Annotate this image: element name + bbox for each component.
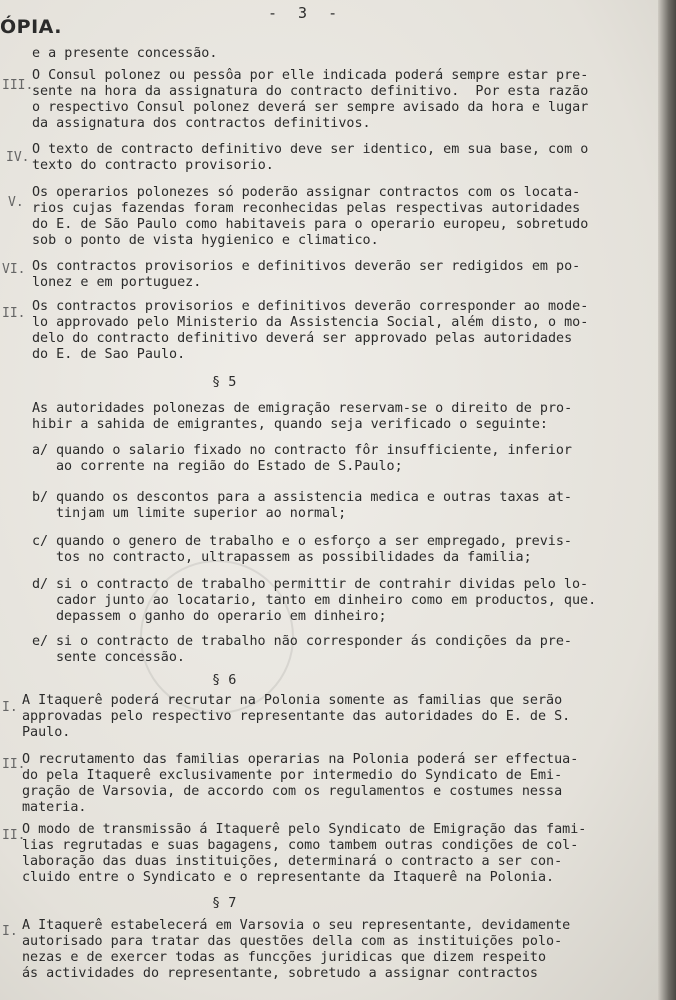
text-line: si o contracto de trabalho permittir de contrahir dividas pelo lo- [56, 577, 589, 592]
text-line: lo approvado pelo Ministerio da Assistencia Social, além disto, o mo- [32, 315, 589, 330]
text-line: rios cujas fazendas foram reconhecidas pelas respectivas autoridades [32, 201, 581, 216]
text-line: autorisado para tratar das questões della com as instituições polo- [22, 934, 563, 949]
text-line: O recrutamento das familias operarias na Polonia poderá ser effectua- [22, 752, 579, 767]
text-line: O modo de transmissão á Itaquerê pelo Syndicato de Emigração das fami- [22, 822, 587, 837]
item-label: c/ [32, 534, 49, 549]
text-line: lias regrutadas e suas bagagens, como tambem outras condições de col- [22, 838, 579, 853]
text-line: sente na hora da assignatura do contracto definitivo. Por esta razão [32, 84, 589, 99]
page-number: - 3 - [268, 4, 344, 22]
text-line: sente concessão. [56, 650, 185, 665]
text-line: do E. de Sao Paulo. [32, 347, 186, 362]
text-line: quando o salario fixado no contracto fôr insufficiente, inferior [56, 443, 572, 458]
text-line: cador junto ao locatario, tanto em dinheiro como em productos, que. [56, 593, 597, 608]
text-line: Os contractos provisorios e definitivos deverão corresponder ao mode- [32, 299, 589, 314]
text-line: quando o genero de trabalho e o esforço a ser empregado, previs- [56, 534, 572, 549]
text-line: nezas e de exercer todas as funcções juridicas que dizem respeito [22, 950, 547, 965]
text-line: si o contracto de trabalho não corresponder ás condições da pre- [56, 634, 572, 649]
text-line: sob o ponto de vista hygienico e climatico. [32, 233, 379, 248]
clause-number: I. [2, 700, 18, 715]
text-line: Os operarios polonezes só poderão assignar contractos com os locata- [32, 185, 581, 200]
clause-number: II. [2, 306, 26, 321]
section-heading: § 6 [212, 672, 237, 688]
text-line: A Itaquerê estabelecerá em Varsovia o seu representante, devidamente [22, 918, 571, 933]
text-line: O texto de contracto definitivo deve ser identico, em sua base, com o [32, 142, 589, 157]
text-line: A Itaquerê poderá recrutar na Polonia somente as familias que serão [22, 693, 563, 708]
text-line: Paulo. [22, 725, 71, 740]
text-line: tinjam um limite superior ao normal; [56, 506, 347, 521]
clause-number: V. [8, 195, 24, 210]
intro-line: e a presente concessão. [32, 46, 218, 61]
clause-number: VI. [2, 262, 26, 277]
text-line: hibir a sahida de emigrantes, quando seja verificado o seguinte: [32, 417, 548, 432]
text-line: cluido entre o Syndicato e o representante da Itaquerê na Polonia. [22, 870, 555, 885]
clause-number: III. [2, 78, 34, 93]
clause-number: II. [2, 757, 26, 772]
text-line: ás actividades do representante, sobretudo a assignar contractos [22, 966, 538, 981]
text-line: do E. de São Paulo como habitaveis para o operario europeu, sobretudo [32, 217, 589, 232]
text-line: ao corrente na região do Estado de S.Paulo; [56, 459, 403, 474]
item-label: a/ [32, 443, 49, 458]
text-line: tos no contracto, ultrapassem as possibilidades da familia; [56, 550, 532, 565]
page-edge-shadow [658, 0, 676, 1000]
text-line: da assignatura dos contractos definitivos. [32, 116, 371, 131]
text-line: materia. [22, 800, 87, 815]
text-line: approvadas pelo respectivo representante das autoridades do E. de S. [22, 709, 571, 724]
text-line: O Consul polonez ou pessôa por elle indicada poderá sempre estar pre- [32, 68, 589, 83]
item-label: d/ [32, 577, 49, 592]
clause-number: I. [2, 924, 18, 939]
text-line: As autoridades polonezas de emigração reservam-se o direito de pro- [32, 401, 573, 416]
clause-number: II. [2, 828, 26, 843]
text-line: do pela Itaquerê exclusivamente por intermedio do Syndicato de Emi- [22, 768, 563, 783]
text-line: Os contractos provisorios e definitivos deverão ser redigidos em po- [32, 259, 581, 274]
clause-number: IV. [6, 150, 30, 165]
section-heading: § 5 [212, 374, 237, 390]
text-line: quando os descontos para a assistencia medica e outras taxas at- [56, 490, 572, 505]
item-label: b/ [32, 490, 49, 505]
section-heading: § 7 [212, 895, 237, 911]
text-line: depassem o ganho do operario em dinheiro; [56, 609, 387, 624]
text-line: texto do contracto provisorio. [32, 158, 274, 173]
text-line: laboração das duas instituições, determinará o contracto a ser con- [22, 854, 563, 869]
item-label: e/ [32, 634, 49, 649]
text-line: delo do contracto definitivo deverá ser approvado pelas autoridades [32, 331, 573, 346]
text-line: o respectivo Consul polonez deverá ser sempre avisado da hora e lugar [32, 100, 589, 115]
text-line: lonez e em portuguez. [32, 275, 202, 290]
copy-stamp: ÓPIA. [0, 16, 62, 38]
text-line: gração de Varsovia, de accordo com os regulamentos e costumes nessa [22, 784, 563, 799]
